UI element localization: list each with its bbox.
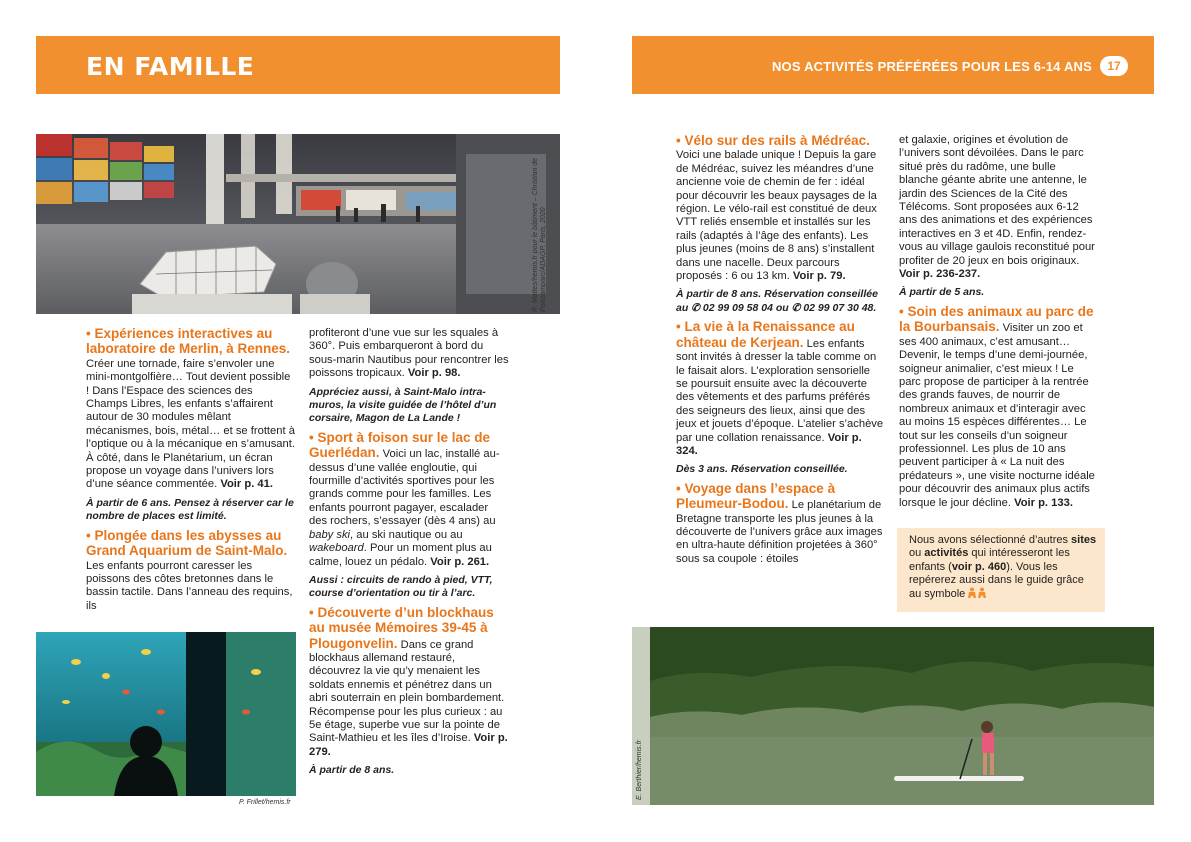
credit-text-2: P. Frillet/hemis.fr	[239, 799, 291, 806]
callout-part: qui intéresseront les enfants (	[909, 547, 1070, 573]
page-ref: Voir p. 98.	[407, 367, 461, 380]
heading-aquarium	[86, 528, 287, 558]
body-text: Dans ce grand blockhaus allemand restauré, découvrez la vie qu’y menaient les soldats ennemis et pénétrez dans un abri souterrain en plein bombardement. Récompense pour les plus curieux : au 5e étage, superbe vue sur la pointe de Saint-Mathieu et les îles d’Iroise.	[309, 638, 505, 745]
photo-credit-1	[532, 132, 548, 312]
note-velorail: À partir de 8 ans. Réservation conseillée au ✆ 02 99 09 58 04 ou ✆ 02 99 07 30 48.	[676, 288, 878, 314]
body-text: Les enfants pourront caresser les poissons des côtes bretonnes dans le bassin tactile. Dans l’anneau des requins, ils	[86, 559, 293, 612]
bullet: •	[676, 133, 681, 148]
note-blockhaus: À partir de 8 ans.	[309, 764, 395, 777]
callout-part: ). Vous les repérerez aussi dans le guide grâce au symbole	[909, 560, 1084, 601]
callout-part: ou	[909, 547, 925, 560]
body-text: Visiter un zoo et ses 400 animaux, c’est amusant… Devenir, le temps d’une demi-journée, soigneur animalier, c’est mieux ! Le parc propose de participer à la rentrée des grands fauves, de nourrir de nombreux animaux et d’interagir avec au moins 15 espèces différentes… Le tout sur les conseils d’un soigneur professionnel. Les plus de 10 ans peuvent participer à « La nuit des prédateurs », une visite nocturne idéale pour découvrir des animaux plus actifs lorsque le jour décline.	[899, 322, 1095, 509]
note-kerjean: Dès 3 ans. Réservation conseillée.	[676, 463, 848, 476]
column-1	[86, 327, 296, 613]
body-text: profiteront d’une vue sur les squales à 360°. Puis embarqueront à bord du sous-marin Nautibus pour rencontrer les poissons tropicaux.	[309, 327, 509, 380]
photo-credit-3	[636, 710, 643, 800]
note-pleumeur: À partir de 5 ans.	[899, 286, 985, 299]
bullet: •	[676, 319, 681, 335]
bullet: •	[899, 303, 904, 319]
page-ref: Voir p. 79.	[792, 270, 846, 283]
bullet: •	[309, 604, 314, 620]
body-text: . Pour un moment plus au calme, louez un pédalo.	[309, 542, 492, 568]
note-guerledan: Aussi : circuits de rando à pied, VTT, course d’orientation ou tir à l’arc.	[309, 573, 493, 600]
credit-text-3: E. Berthier/hemis.fr	[636, 740, 643, 800]
body-emphasis: wakeboard	[309, 542, 364, 555]
heading-text: La vie à la Renaissance au château de Kerjean.	[676, 319, 855, 350]
page-ref: Voir p. 133.	[1014, 496, 1073, 509]
heading-text: Voyage dans l’espace à Pleumeur-Bodou.	[676, 480, 836, 512]
heading-text: Sport à foison sur le lac de Guerlédan.	[309, 429, 491, 461]
callout-part: Nous avons sélectionné d’autres	[909, 534, 1072, 546]
photo-aquarium	[36, 632, 296, 796]
heading-text: Soin des animaux au parc de la Bourbansais.	[899, 303, 1094, 335]
photo-museum-hall	[36, 134, 560, 314]
header-banner-left	[36, 36, 560, 94]
page-ref: Voir p. 236-237.	[899, 268, 981, 281]
page-number: 17	[1100, 56, 1128, 76]
column-2	[309, 327, 509, 778]
column-4	[899, 134, 1097, 510]
body-text: et galaxie, origines et évolution de l’univers sont dévoilées. Dans le parc situé près du radôme, une bulle blanche géante abrite une antenne, le jardin des Sciences de la Cité des Télécoms. Sont proposées aux 6-12 ans des animations et des expériences interactives en 3 et 4D. Enfin, rendez-vous au village gaulois reconstitué pour profiter de 20 jeux en bois originaux.	[899, 134, 1095, 267]
bullet: •	[86, 326, 91, 341]
page-ref: Voir p. 41.	[220, 478, 273, 491]
heading-text: Plongée dans les abysses au Grand Aquarium de Saint-Malo.	[86, 527, 288, 559]
body-text: Voici un lac, installé au-dessus d’une vallée engloutie, qui fourmille d’activités sportives pour les grands comme pour les familles. Les enfants pourront pagayer, escalader des rochers, s’essayer (dès 4 ans) au	[309, 448, 500, 528]
body-text: Les enfants sont invités à dresser la table comme on le faisait alors. L’exploration sensorielle se poursuit ensuite avec la découverte des vêtements et des parfums préférés des seigneurs des lieux, ainsi que des jeux et jouets d’époque. L’atelier s’achève par une collation renaissance.	[676, 337, 884, 444]
family-symbol-icon	[968, 587, 988, 603]
photo-paddle-lake	[632, 627, 1154, 805]
note-aquarium: Appréciez aussi, à Saint-Malo intra-muros, la visite guidée de l’hôtel d’un corsaire, Magon de La Lande !	[309, 385, 497, 425]
header-banner-right	[632, 36, 1154, 94]
credit-text-1: R. Mattes/hemis.fr pour le bâtiment – Christian de Portzamparc/ADAGP, Paris, 2020	[532, 157, 547, 312]
section-title: EN FAMILLE	[86, 52, 255, 81]
callout-bold: sites	[1071, 534, 1097, 546]
body-emphasis: baby ski	[309, 528, 351, 541]
heading-merlin	[86, 326, 290, 356]
body-text: Le planétarium de Bretagne transporte les plus jeunes à la découverte de l’univers grâce aux images en ultra-haute définition projetées à 360° sous sa coupole : étoiles	[676, 499, 883, 565]
bullet: •	[676, 480, 681, 496]
body-text: Voici une balade unique ! Depuis la gare de Médréac, suivez les méandres d’une ancienne voie de chemin de fer : idéal pour découvrir les beaux paysages de la région. Le vélo-rail est constitué de deux VTT reliés ensemble et installés sur les rails (adaptés à l’âge des enfants). Les plus jeunes (moins de 8 ans) s’installent dans une nacelle. Deux parcours proposés : 6 ou 13 km.	[676, 149, 877, 283]
heading-text: Découverte d’un blockhaus au musée Mémoires 39-45 à Plougonvelin.	[309, 604, 494, 651]
callout-bold: activités	[924, 547, 969, 560]
page-ref: Voir p. 261.	[430, 555, 490, 568]
callout-page-ref: voir p. 460	[951, 560, 1007, 573]
body-text: Créer une tornade, faire s’envoler une mini-montgolfière… Tout devient possible ! Dans l’Espace des sciences des Champs Libres, les enfants s’affairent autour de 30 modules mêlant mécanismes, bois, métal… et se frottent à l’optique ou à la mécanique en s’amusant. À côté, dans le Planétarium, un écran propose un voyage dans l’univers lors d’une séance commentée.	[86, 357, 295, 491]
callout-box	[897, 528, 1105, 612]
bullet: •	[309, 429, 314, 445]
page-ref: Voir p. 279.	[309, 732, 508, 758]
heading-text: Vélo sur des rails à Médréac.	[684, 133, 870, 148]
callout-text	[909, 534, 1099, 603]
note-merlin: À partir de 6 ans. Pensez à réserver car le nombre de places est limité.	[86, 496, 294, 523]
body-text: , au ski nautique ou au	[350, 528, 463, 541]
page-ref: Voir p. 324.	[676, 431, 862, 457]
heading-text: Expériences interactives au laboratoire de Merlin, à Rennes.	[86, 326, 291, 357]
heading-velorail	[676, 133, 870, 148]
photo-credit-2	[239, 799, 291, 806]
section-subtitle: NOS ACTIVITÉS PRÉFÉRÉES POUR LES 6-14 ANS	[771, 59, 1092, 74]
column-3	[676, 134, 884, 566]
bullet: •	[86, 527, 91, 543]
